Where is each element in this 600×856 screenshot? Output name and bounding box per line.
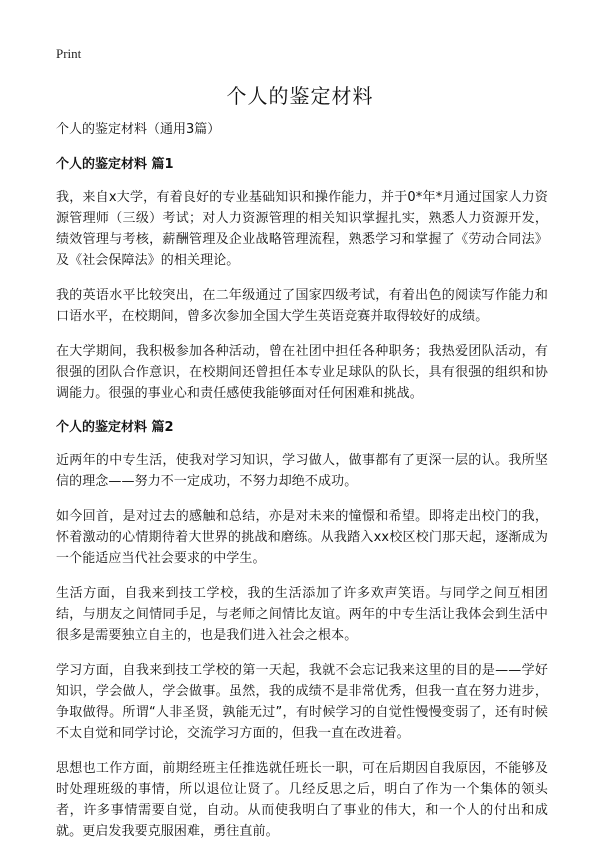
paragraph: 在大学期间，我积极参加各种活动，曾在社团中担任各种职务；我热爱团队活动，有很强的团队合作意识，在校期间还曾担任本专业足球队的队长，具有很强的组织和协调能力。很强的事业心和责任感使我能够面对任何困难和挑战。 — [56, 344, 548, 401]
section-2 — [56, 418, 548, 842]
document-title: 个人的鉴定材料 — [226, 84, 374, 108]
section-heading: 个人的鉴定材料 篇2 — [56, 420, 174, 435]
paragraph: 我，来自x大学，有着良好的专业基础知识和操作能力，并于0*年*月通过国家人力资源管理师（三级）考试；对人力资源管理的相关知识掌握扎实，熟悉人力资源开发，绩效管理与考核，薪酬管理及企业战略管理流程，熟悉学习和掌握了《劳动合同法》及《社会保障法》的相关理论。 — [56, 190, 548, 268]
paragraph: 如今回首，是对过去的感触和总结，亦是对未来的憧憬和希望。即将走出校门的我，怀着激动的心情期待着大世界的挑战和磨练。从我踏入xx校区校门那天起，逐渐成为一个能适应当代社会要求的中学生。 — [56, 509, 548, 566]
paragraph: 我的英语水平比较突出，在二年级通过了国家四级考试，有着出色的阅读写作能力和口语水平，在校期间，曾多次参加全国大学生英语竞赛并取得较好的成绩。 — [56, 288, 548, 324]
document-body — [56, 120, 548, 856]
section-heading: 个人的鉴定材料 篇1 — [56, 157, 174, 172]
paragraph: 近两年的中专生活，使我对学习知识，学习做人，做事都有了更深一层的认。我所坚信的理念——努力不一定成功，不努力却绝不成功。 — [56, 453, 548, 489]
paragraph: 学习方面，自我来到技工学校的第一天起，我就不会忘记我来这里的目的是——学好知识，学会做人，学会做事。虽然，我的成绩不是非常优秀，但我一直在努力进步，争取做得。所谓“人非圣贤，孰能无过”，有时候学习的自觉性慢慢变弱了，还有时候不太自觉和同学讨论，交流学习方面的，但我一直在改进着。 — [56, 663, 548, 741]
print-link[interactable]: Print — [56, 46, 82, 61]
paragraph: 生活方面，自我来到技工学校，我的生活添加了许多欢声笑语。与同学之间互相团结，与朋友之间情同手足，与老师之间情比友谊。两年的中专生活让我体会到生活中很多是需要独立自主的，也是我们进入社会之根本。 — [56, 586, 548, 643]
section-1 — [56, 155, 548, 404]
document-subtitle: 个人的鉴定材料（通用3篇） — [56, 122, 221, 137]
paragraph: 思想也工作方面，前期经班主任推选就任班长一职，可在后期因自我原因，不能够及时处理班级的事情，所以退位让贤了。几经反思之后，明白了作为一个集体的领头者，许多事情需要自觉，自动。从而使我明白了事业的伟大，和一个人的付出和成就。更启发我要克服困难，勇往直前。 — [56, 761, 548, 839]
